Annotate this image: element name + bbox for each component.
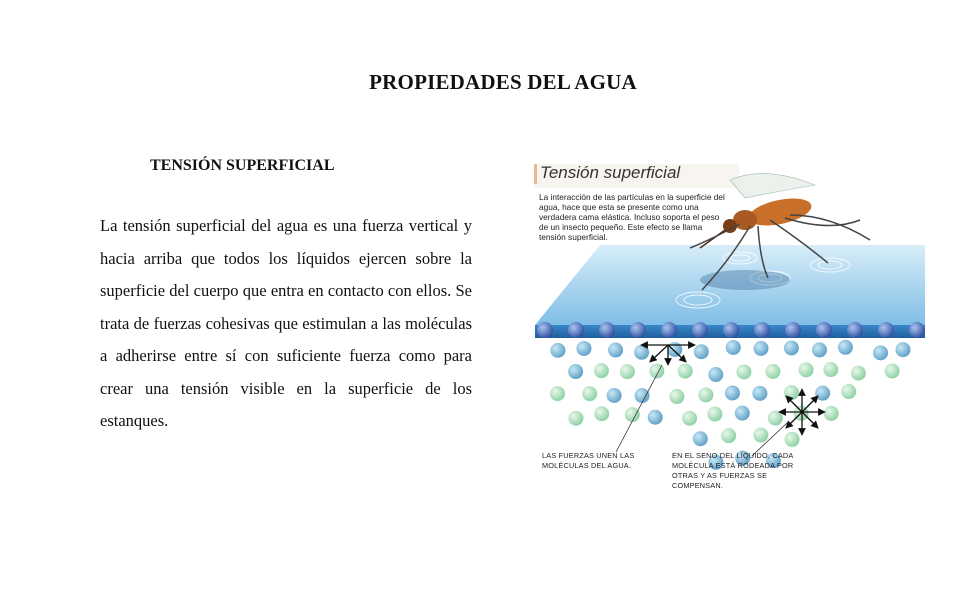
inner-molecule xyxy=(682,411,697,426)
inner-molecule xyxy=(678,364,693,379)
inner-molecule xyxy=(752,386,767,401)
surface-molecule xyxy=(816,322,832,338)
inner-molecule xyxy=(726,340,741,355)
inner-molecule xyxy=(649,363,664,378)
inner-molecule xyxy=(568,411,583,426)
leader-line-left xyxy=(616,365,662,452)
inner-molecule xyxy=(785,432,800,447)
inner-molecule xyxy=(698,387,713,402)
surface-molecule xyxy=(754,322,770,338)
inner-molecule xyxy=(753,341,768,356)
inner-molecule xyxy=(708,367,723,382)
page-title: PROPIEDADES DEL AGUA xyxy=(369,70,637,94)
inner-molecule xyxy=(576,341,591,356)
inner-molecule xyxy=(594,406,609,421)
surface-molecule xyxy=(847,322,863,338)
inner-molecule xyxy=(594,363,609,378)
inner-molecule xyxy=(568,364,583,379)
inner-molecule xyxy=(607,388,622,403)
inner-molecule xyxy=(694,344,709,359)
surface-molecule xyxy=(630,322,646,338)
surface-molecule xyxy=(599,322,615,338)
surface-molecule xyxy=(692,322,708,338)
inner-molecule xyxy=(725,385,740,400)
inner-molecule xyxy=(823,362,838,377)
inner-molecule xyxy=(753,428,768,443)
inner-molecule xyxy=(784,340,799,355)
inner-molecule xyxy=(815,386,830,401)
inner-molecule xyxy=(824,406,839,421)
inner-molecule xyxy=(648,410,663,425)
inner-molecule xyxy=(768,411,783,426)
inner-molecule xyxy=(885,363,900,378)
inner-molecule xyxy=(765,364,780,379)
inner-molecule xyxy=(812,342,827,357)
inner-molecule xyxy=(625,407,640,422)
inner-molecule xyxy=(669,389,684,404)
figure-title: Tensión superficial xyxy=(540,163,681,182)
inner-molecule xyxy=(895,342,910,357)
inner-molecule xyxy=(735,406,750,421)
mosquito-shadow xyxy=(700,270,790,290)
surface-tension-illustration xyxy=(530,160,930,500)
inner-molecule xyxy=(721,428,736,443)
force-arrows-inner xyxy=(782,392,822,432)
surface-molecule xyxy=(878,322,894,338)
inner-molecule xyxy=(550,343,565,358)
surface-molecule xyxy=(785,322,801,338)
surface-molecule xyxy=(537,322,553,338)
figure-label-right: EN EL SENO DEL LÍQUIDO, CADA MOLÉCULA ESTÁ RODEADA POR OTRAS Y AS FUERZAS SE COMPENSAN. xyxy=(672,451,794,490)
inner-molecule xyxy=(838,340,853,355)
inner-molecule xyxy=(707,407,722,422)
inner-molecule xyxy=(667,342,682,357)
figure-label-left: LAS FUERZAS UNEN LAS MOLÉCULAS DEL AGUA. xyxy=(542,451,635,470)
surface-molecule xyxy=(909,322,925,338)
molecule-layer xyxy=(537,322,925,470)
inner-molecule xyxy=(693,431,708,446)
surface-molecule xyxy=(723,322,739,338)
section-title: TENSIÓN SUPERFICIAL xyxy=(150,157,335,174)
inner-molecule xyxy=(550,386,565,401)
inner-molecule xyxy=(634,345,649,360)
inner-molecule xyxy=(736,364,751,379)
inner-molecule xyxy=(799,362,814,377)
inner-molecule xyxy=(841,384,856,399)
inner-molecule xyxy=(873,345,888,360)
surface-molecule xyxy=(661,322,677,338)
force-arrows-surface xyxy=(644,345,692,362)
figure-description: La interacción de las partículas en la superficie del agua, hace que esta se presente como una verdadera cama elástica. Incluso soporta el peso de un insecto pequeño. Este efecto se llama tensión superficial. xyxy=(539,192,725,242)
surface-molecule xyxy=(568,322,584,338)
inner-molecule xyxy=(635,388,650,403)
inner-molecule xyxy=(620,364,635,379)
body-paragraph: La tensión superficial del agua es una fuerza vertical y hacia arriba que todos los líquidos ejercen sobre la superficie del cuerpo que entra en contacto con ellos. Se trata de fuerzas cohesivas que estimulan a las moléculas a adherirse entre sí con suficiente fuerza como para crear una tensión visible en la superficie de los estanques. xyxy=(100,216,472,430)
inner-molecule xyxy=(784,385,799,400)
inner-molecule xyxy=(851,366,866,381)
inner-molecule xyxy=(582,386,597,401)
inner-molecule xyxy=(608,343,623,358)
